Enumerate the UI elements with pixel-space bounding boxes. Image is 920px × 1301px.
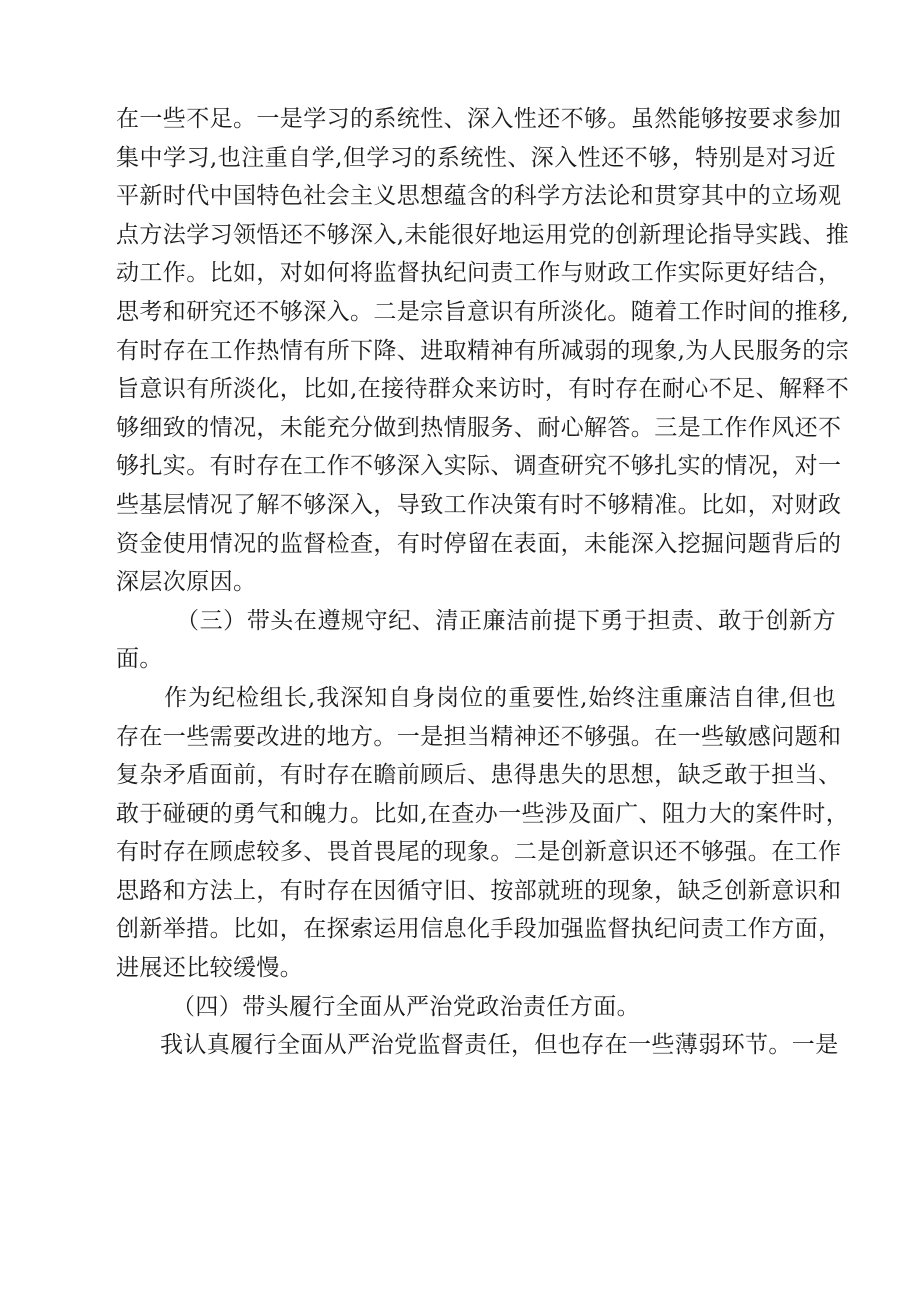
paragraph-line: 够扎实。有时存在工作不够深入实际、调查研究不够扎实的情况，对一 <box>116 453 842 480</box>
paragraph-line: 集中学习,也注重自学,但学习的系统性、深入性还不够，特别是对习近 <box>116 144 836 171</box>
section-heading-3-cont: 面。 <box>116 646 163 673</box>
paragraph-line: 进展还比较缓慢。 <box>116 955 304 982</box>
document-body <box>116 100 850 1065</box>
paragraph-line: 复杂矛盾面前，有时存在瞻前顾后、患得患失的思想，缺乏敢于担当、 <box>116 762 842 789</box>
paragraph-line: 思路和方法上，有时存在因循守旧、按部就班的现象，缺乏创新意识和 <box>116 877 842 904</box>
paragraph-line: 创新举措。比如，在探索运用信息化手段加强监督执纪问责工作方面， <box>116 916 842 943</box>
paragraph-line: 旨意识有所淡化，比如,在接待群众来访时，有时存在耐心不足、解释不 <box>116 376 850 403</box>
paragraph-line: 深层次原因。 <box>116 569 257 596</box>
section-heading-3: （三）带头在遵规守纪、清正廉洁前提下勇于担责、敢于创新方 <box>176 607 836 634</box>
paragraph-line: 有时存在工作热情有所下降、进取精神有所减弱的现象,为人民服务的宗 <box>116 337 850 364</box>
paragraph-line: 作为纪检组长,我深知自身岗位的重要性,始终注重廉洁自律,但也 <box>164 684 836 711</box>
paragraph-line: 有时存在顾虑较多、畏首畏尾的现象。二是创新意识还不够强。在工作 <box>116 839 842 866</box>
paragraph-line: 敢于碰硬的勇气和魄力。比如,在查办一些涉及面广、阻力大的案件时， <box>116 800 850 827</box>
paragraph-line: 我认真履行全面从严治党监督责任，但也存在一些薄弱环节。一是 <box>160 1032 839 1059</box>
paragraph-line: 够细致的情况，未能充分做到热情服务、耐心解答。三是工作作风还不 <box>116 414 842 441</box>
paragraph-line: 平新时代中国特色社会主义思想蕴含的科学方法论和贯穿其中的立场观 <box>116 183 842 210</box>
paragraph-line: 存在一些需要改进的地方。一是担当精神还不够强。在一些敏感问题和 <box>116 723 842 750</box>
paragraph-line: 在一些不足。一是学习的系统性、深入性还不够。虽然能够按要求参加 <box>116 106 842 132</box>
paragraph-line: 资金使用情况的监督检查，有时停留在表面，未能深入挖掘问题背后的 <box>116 530 842 557</box>
paragraph-line: 些基层情况了解不够深入，导致工作决策有时不够精准。比如，对财政 <box>116 491 842 518</box>
paragraph-line: 动工作。比如，对如何将监督执纪问责工作与财政工作实际更好结合， <box>116 260 842 287</box>
paragraph-line: 思考和研究还不够深入。二是宗旨意识有所淡化。随着工作时间的推移, <box>116 298 850 325</box>
section-heading-4: （四）带头履行全面从严治党政治责任方面。 <box>172 993 640 1020</box>
paragraph-line: 点方法学习领悟还不够深入,未能很好地运用党的创新理论指导实践、推 <box>116 221 850 248</box>
